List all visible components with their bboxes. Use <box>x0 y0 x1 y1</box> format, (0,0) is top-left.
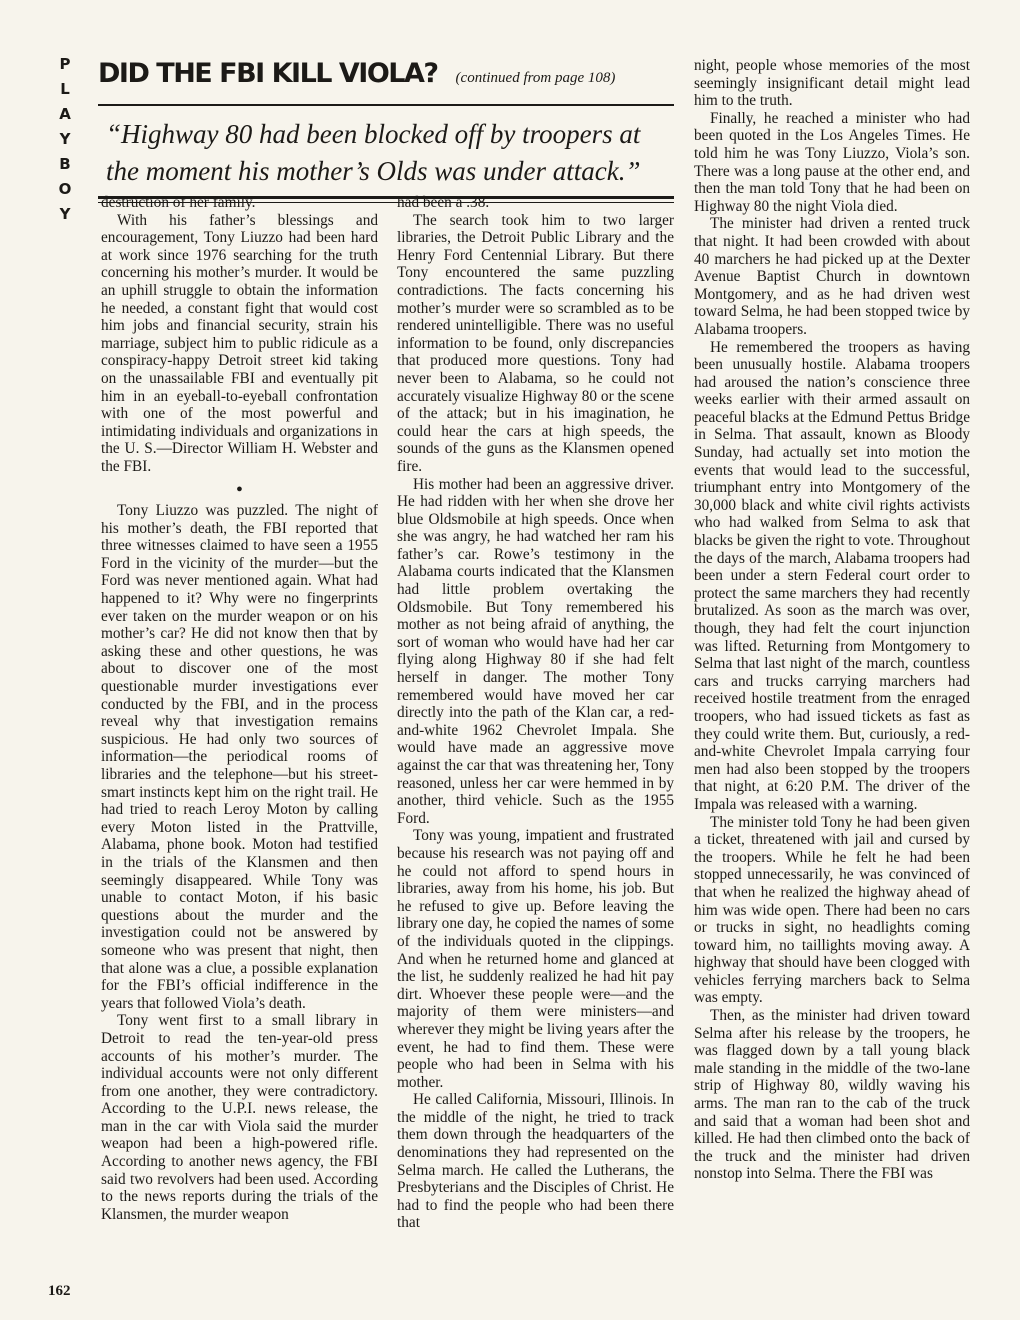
paragraph: Tony was young, impatient and frustrated because his research was not paying off and he could not afford to spend hours in libraries, away from his home, his job. But he refused to give up. Before leaving the library one day, he copied the names of some of the individuals quoted in the clippings. And when he returned home and glanced at the list, he suddenly realized he had hit pay dirt. Whoever these people were—and the majority of them were ministers—and wherever they might be living years after the event, he had to find them. These were people who had been in Selma with his mother. <box>397 827 674 1091</box>
paragraph: Finally, he reached a minister who had been quoted in the Los Angeles Times. He told him he was Tony Liuzzo, Viola’s son. There was a long pause at the other end, and then the man told Tony that he had been on Highway 80 the night Viola died. <box>694 109 970 215</box>
paragraph: destruction of her family. <box>101 194 256 211</box>
paragraph: He remembered the troopers as having been unusually hostile. Alabama troopers had aroused the nation’s conscience three weeks earlier with their armed assault on peaceful blacks at the Edmund Pettus Bridge in Selma. That assault, known as Bloody Sunday, had actually set into motion the events that would lead to the successful, triumphant entry into Montgomery of the 30,000 black and white civil rights activists who had walked from Selma to ask that blacks be given the right to vote. Throughout the days of the march, Alabama troopers had been under a stern Federal court order to protect the same marchers they had recently brutalized. As soon as the march was over, though, they had felt the court injunction was lifted. Returning from Montgomery to Selma that last night of the march, countless cars and trucks carrying marchers had received hostile treatment from the enraged troopers, who had issued tickets as fast as they could write them. But, curiously, a red-and-white Chevrolet Impala carrying four men had also been stopped by the troopers that night, at 6:20 P.M. The driver of the Impala was released with a warning. <box>694 338 970 813</box>
paragraph: With his father’s blessings and encouragement, Tony Liuzzo had been hard at work since 1976 searching for the truth concerning his mother’s murder. It would be an uphill struggle to obtain the information he needed, a constant fight that would cost him jobs and financial security, strain his marriage, subject him to public ridicule as a conspiracy-happy Detroit street kid taking on the unassailable FBI and eventually pit him in an eyeball-to-eyeball confrontation with one of the most powerful and intimidating individuals and organizations in the U. S.—Director William H. Webster and the FBI. <box>101 211 378 475</box>
paragraph: His mother had been an aggressive driver. He had ridden with her when she drove her blue Oldsmobile at high speeds. Once when she was angry, he had watched her ram his father’s car. Rowe’s testimony in the Alabama courts indicated that the Klansmen had little problem overtaking the Oldsmobile. But Tony remembered his mother as not being afraid of anything, the sort of woman who would have had her car flying along Highway 80 if she had felt herself in danger. The mother Tony remembered would have moved her car directly into the path of the Klan car, a red-and-white 1962 Chevrolet Impala. She would have made an aggressive move against the car that was threatening her, Tony reasoned, unless her car were hemmed in by another, third vehicle. Such as the 1955 Ford. <box>397 475 674 827</box>
paragraph: The minister told Tony he had been given a ticket, threatened with jail and cursed by the troopers. While he felt he had been stopped unnecessarily, he was convinced of that when he realized the highway ahead of him was wide open. There had been no cars or trucks in sight, no headlights coming toward him, no taillights moving away. A highway that should have been clogged with vehicles ferrying marchers back to Selma was empty. <box>694 813 970 1007</box>
brand-letter: B <box>59 155 71 173</box>
article-headline: DID THE FBI KILL VIOLA? <box>98 58 438 89</box>
continued-note: (continued from page 108) <box>455 70 616 86</box>
text-column-2 <box>397 194 674 1232</box>
brand-letter: O <box>58 180 72 198</box>
paragraph: night, people whose memories of the most seemingly insignificant detail might lead him to the truth. <box>694 57 970 110</box>
page-number: 162 <box>48 1283 71 1299</box>
brand-letter: L <box>60 80 70 98</box>
article-header <box>98 58 674 203</box>
paragraph: Tony went first to a small library in Detroit to read the ten-year-old press accounts of his mother’s murder. The individual accounts were not only different from one another, they were contradictory. According to the U.P.I. news release, the man in the car with Viola said the murder weapon had been a high-powered rifle. According to another news agency, the FBI said two revolvers had been used. According to the news reports during the trials of the Klansmen, the murder weapon <box>101 1012 378 1223</box>
paragraph: The search took him to two larger libraries, the Detroit Public Library and the Henry Ford Centennial Library. But there Tony encountered the same puzzling contradictions. The facts concerning his mother’s murder were so scrambled as to be rendered unintelligible. There was no useful information to be found, only discrepancies that produced more questions. Tony had never been to Alabama, so he could not accurately visualize Highway 80 or the scene of the attack; but in his imagination, he could hear the cars at high speeds, the sounds of the guns as the Klansmen opened fire. <box>397 211 674 475</box>
paragraph: Tony Liuzzo was puzzled. The night of his mother’s death, the FBI reported that three witnesses claimed to have seen a 1955 Ford in the vicinity of the murder—but the Ford was never mentioned again. What had happened to it? Why were no fingerprints ever taken on the murder weapon or on his mother’s car? He did not know then that by asking these and other questions, he was about to discover one of the most questionable murder investigations ever conducted by the FBI, and in the process reveal why that investigation remains suspicious. He had only two sources of information—the periodical rooms of libraries and the telephone—but his street-smart instincts kept him on the right trail. He had tried to reach Leroy Moton by calling every Moton listed in the Prattville, Alabama, phone book. Moton had testified in the trials of the Klansmen and then seemingly disappeared. While Tony was unable to contact Moton, if his basic questions about the murder and the investigation could not be answered by someone who was present that night, then that alone was a clue, a possible explanation for the FBI’s official indifference in the years that followed Viola’s death. <box>101 502 378 1012</box>
paragraph: He called California, Missouri, Illinois. In the middle of the night, he tried to track them down through the headquarters of the denominations they had represented on the Selma march. He called the Lutherans, the Presbyterians and the Disciples of Christ. He had to find the people who had been there that <box>397 1091 674 1232</box>
text-column-3 <box>694 57 970 1183</box>
divider-rule <box>98 104 674 106</box>
magazine-brand-vertical <box>52 52 78 227</box>
pull-quote: “Highway 80 had been blocked off by troopers at the moment his mother’s Olds was under attack.” <box>106 119 641 186</box>
paragraph: had been a .38. <box>397 194 490 211</box>
paragraph: The minister had driven a rented truck that night. It had been crowded with about 40 marchers he had picked up at the Dexter Avenue Baptist Church in downtown Montgomery, and as he had driven west toward Selma, he had been stopped twice by Alabama troopers. <box>694 215 970 338</box>
text-column-1 <box>101 194 378 1223</box>
paragraph: Then, as the minister had driven toward Selma after his release by the troopers, he was flagged down by a tall young black male standing in the middle of the two-lane strip of Highway 80, wildly waving his arms. The man ran to the cab of the truck and said that a woman had been shot and killed. He had then climbed onto the back of the truck and the minister had driven nonstop into Selma. There the FBI was <box>694 1007 970 1183</box>
brand-letter: P <box>59 55 71 73</box>
section-separator-dot: ● <box>236 482 243 495</box>
brand-letter: Y <box>59 205 71 223</box>
brand-letter: Y <box>59 130 71 148</box>
brand-letter: A <box>59 105 71 123</box>
title-row <box>98 58 674 90</box>
